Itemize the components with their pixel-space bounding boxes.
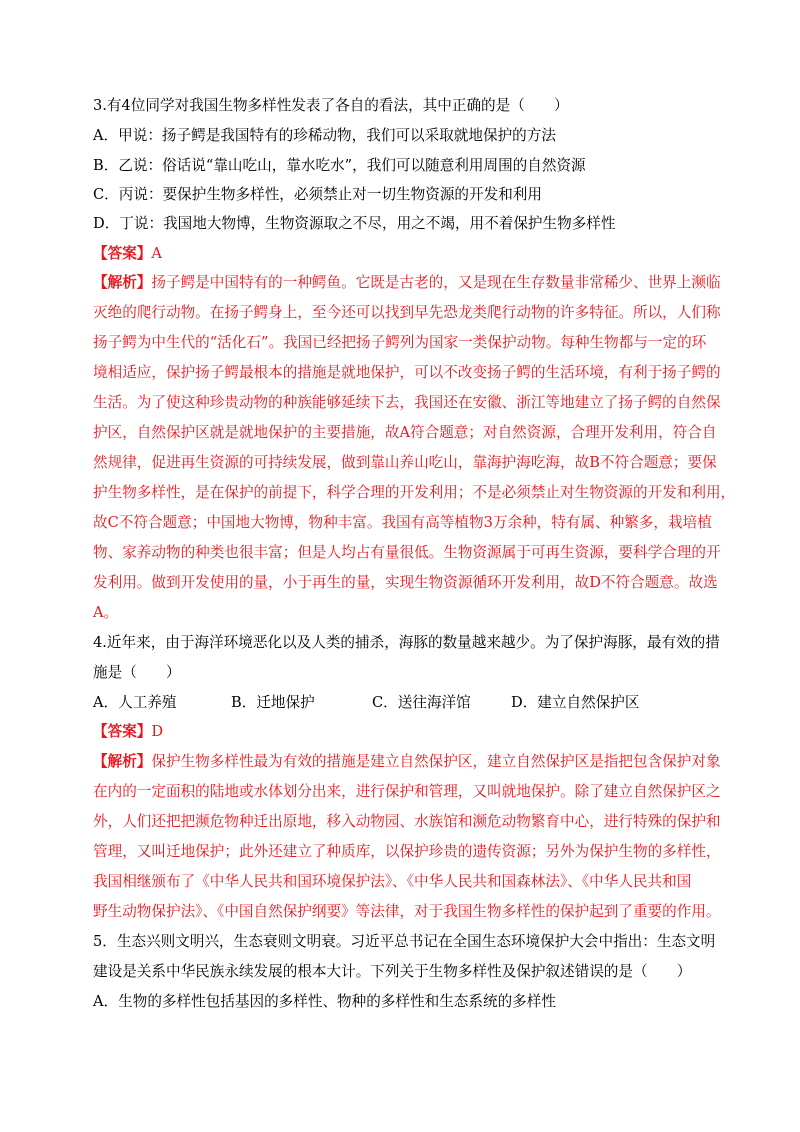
q4-analysis-line: 我国相继颁布了《中华人民共和国环境保护法》、《中华人民共和国森林法》、《中华人民共和国 xyxy=(93,873,692,890)
q3-answer-value: A xyxy=(151,245,162,262)
q4-analysis-line: 管理，又叫迁地保护；此外还建立了种质库，以保护珍贵的遗传资源；另外为保护生物的多样性， xyxy=(93,843,721,860)
q3-option-b: B．乙说：俗话说“靠山吃山，靠水吃水”，我们可以随意利用周围的自然资源 xyxy=(93,157,586,174)
q4-answer-value: D xyxy=(151,723,164,740)
q4-analysis-line: 野生动物保护法》、《中国自然保护纲要》等法律，对于我国生物多样性的保护起到了重要的作用。 xyxy=(93,903,721,920)
q3-analysis-line: 发利用。做到开发使用的量，小于再生的量，实现生物资源循环开发利用，故D不符合题意。故选 xyxy=(93,574,718,591)
q4-option-c: C．送往海洋馆 xyxy=(372,694,471,711)
q3-analysis-line: 境相适应，保护扬子鳄最根本的措施是就地保护，可以不改变扬子鳄的生活环境，有利于扬子鳄的 xyxy=(93,364,721,381)
q3-analysis-line: 生活。为了使这种珍贵动物的种族能够延续下去，我国还在安徽、浙江等地建立了扬子鳄的自然保 xyxy=(93,394,721,411)
q3-analysis-line: 护生物多样性，是在保护的前提下，科学合理的开发利用；不是必须禁止对生物资源的开发和利用， xyxy=(93,484,736,501)
q4-option-d: D．建立自然保护区 xyxy=(511,694,640,711)
q5-stem-line: 5．生态兴则文明兴，生态衰则文明衰。习近平总书记在全国生态环境保护大会中指出：生态文明 xyxy=(93,933,716,950)
q3-analysis-line: 故C不符合题意；中国地大物博，物种丰富。我国有高等植物3万余种，特有属、种繁多，栽培植 xyxy=(93,514,712,531)
q3-analysis-line: 然规律，促进再生资源的可持续发展，做到靠山养山吃山，靠海护海吃海，故B不符合题意；要保 xyxy=(93,454,717,471)
q3-option-a: A．甲说：扬子鳄是我国特有的珍稀动物，我们可以采取就地保护的方法 xyxy=(93,127,556,144)
q3-analysis-line: 物、家养动物的种类也很丰富；但是人均占有量很低。生物资源属于可再生资源，要科学合理的开 xyxy=(93,544,721,561)
q4-answer xyxy=(93,722,163,742)
q3-analysis-line: 扬子鳄为中生代的“活化石”。我国已经把扬子鳄列为国家一类保护动物。每种生物都与一定的环 xyxy=(93,334,707,351)
q3-option-d: D．丁说：我国地大物博，生物资源取之不尽，用之不竭，用不着保护生物多样性 xyxy=(93,215,616,232)
q4-analysis-line: 外，人们还把把濒危物种迁出原地，移入动物园、水族馆和濒危动物繁育中心，进行特殊的保护和 xyxy=(93,813,721,830)
q3-analysis-line: 护区，自然保护区就是就地保护的主要措施，故A符合题意；对自然资源，合理开发利用，符合自 xyxy=(93,424,717,441)
q3-analysis-tag: 【解析】 xyxy=(93,274,152,291)
q3-analysis-line: 【解析】扬子鳄是中国特有的一种鳄鱼。它既是古老的，又是现在生存数量非常稀少、世界上濒临 xyxy=(93,274,721,291)
q5-stem-line: 建设是关系中华民族永续发展的根本大计。下列关于生物多样性及保护叙述错误的是（ ） xyxy=(93,963,692,980)
q3-stem: 3.有4位同学对我国生物多样性发表了各自的看法，其中正确的是（ ） xyxy=(93,97,569,114)
q4-analysis-tag: 【解析】 xyxy=(93,753,152,770)
q4-analysis-line: 【解析】保护生物多样性最为有效的措施是建立自然保护区，建立自然保护区是指把包含保护对象 xyxy=(93,753,721,770)
q4-option-b: B．迁地保护 xyxy=(231,694,315,711)
q3-analysis-line: 灭绝的爬行动物。在扬子鳄身上，至今还可以找到早先恐龙类爬行动物的许多特征。所以，人们称 xyxy=(93,304,721,321)
q3-analysis-line: A。 xyxy=(93,604,119,621)
q4-option-a: A．人工养殖 xyxy=(93,694,177,711)
q4-stem-line: 施是（ ） xyxy=(93,664,181,681)
q4-options-row xyxy=(93,693,713,713)
q4-analysis-line: 在内的一定面积的陆地或水体划分出来，进行保护和管理，又叫就地保护。除了建立自然保护区之 xyxy=(93,783,721,800)
q3-option-c: C．丙说：要保护生物多样性，必须禁止对一切生物资源的开发和利用 xyxy=(93,186,542,203)
q4-stem-line: 4.近年来，由于海洋环境恶化以及人类的捕杀，海豚的数量越来越少。为了保护海豚，最有效的措 xyxy=(93,634,720,651)
q3-answer-tag: 【答案】 xyxy=(93,245,152,262)
q3-answer xyxy=(93,244,162,264)
q4-answer-tag: 【答案】 xyxy=(93,723,152,740)
q5-option-a: A．生物的多样性包括基因的多样性、物种的多样性和生态系统的多样性 xyxy=(93,993,556,1010)
